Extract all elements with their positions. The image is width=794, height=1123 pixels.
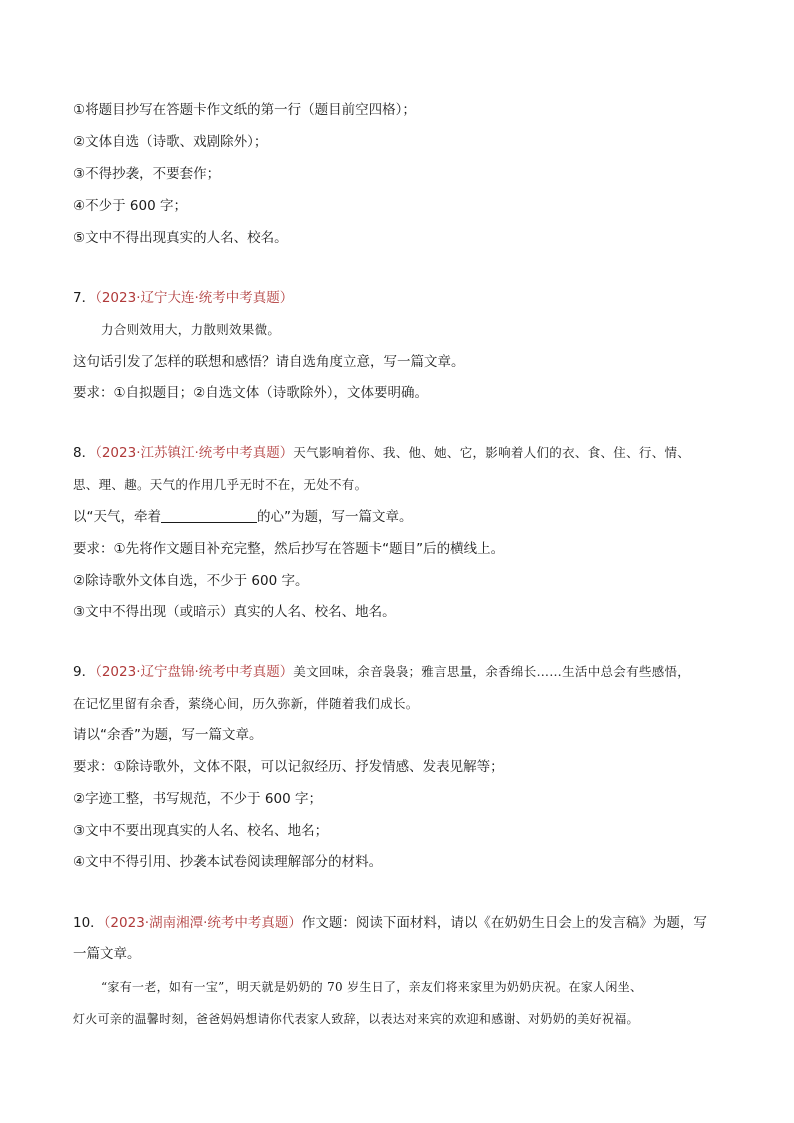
q8-title-blank [161,508,257,523]
q10-heading [73,914,707,932]
q9-prompt: 请以“余香”为题，写一篇文章。 [73,727,263,743]
q8-title-pre: 以“天气，牵着 [73,509,161,525]
q9-material-line-1: 美文回味，余音袅袅；雅言思量，余香绵长……生活中总会有些感悟， [293,664,691,679]
q9-source: （2023·辽宁盘锦·统考中考真题） [95,664,294,680]
q8-requirement-3: ③文中不得出现（或暗示）真实的人名、校名、地名。 [73,604,396,620]
q8-title-prompt [73,508,413,526]
q7-material: 力合则效用大，力散则效果微。 [101,322,281,337]
q10-number: 10． [73,915,104,931]
q8-source: （2023·江苏镇江·统考中考真题） [95,445,294,461]
q9-number: 9． [73,664,96,680]
q9-material-line-2: 在记忆里留有余香，萦绕心间，历久弥新，伴随着我们成长。 [73,696,419,711]
q10-material-line-2: 灯火可亲的温馨时刻，爸爸妈妈想请你代表家人致辞，以表达对来宾的欢迎和感谢、对奶奶的美好祝福。 [73,1012,639,1026]
q8-requirement-1: 要求：①先将作文题目补充完整，然后抄写在答题卡“题目”后的横线上。 [73,541,505,557]
q8-material-line-2: 思、理、趣。天气的作用几乎无时不在，无处不有。 [73,477,368,492]
q6-requirement-2: ②文体自选（诗歌、戏剧除外）； [73,134,268,150]
q6-requirement-4: ④不少于 600 字； [73,198,187,214]
q6-requirement-1: ①将题目抄写在答题卡作文纸的第一行（题目前空四格）； [73,102,416,118]
q10-intro-line-2: 一篇文章。 [73,946,141,962]
q9-requirement-1: 要求：①除诗歌外，文体不限，可以记叙经历、抒发情感、发表见解等； [73,759,504,775]
q10-source: （2023·湖南湘潭·统考中考真题） [103,915,302,931]
q7-source: （2023·辽宁大连·统考中考真题） [95,290,294,306]
q8-number: 8． [73,445,96,461]
q6-requirement-3: ③不得抄袭，不要套作； [73,166,221,182]
q7-heading [73,289,293,307]
q9-requirement-2: ②字迹工整，书写规范，不少于 600 字； [73,791,322,807]
q10-intro-line-1: 作文题：阅读下面材料，请以《在奶奶生日会上的发言稿》为题，写 [301,915,707,931]
q10-material-line-1: “家有一老，如有一宝”，明天就是奶奶的 70 岁生日了，亲友们将来家里为奶奶庆祝。在家人闲坐、 [101,980,643,994]
q7-number: 7． [73,290,96,306]
q8-material-line-1: 天气影响着你、我、他、她、它，影响着人们的衣、食、住、行、情、 [293,445,691,460]
q9-requirement-4: ④文中不得引用、抄袭本试卷阅读理解部分的材料。 [73,854,383,870]
q9-requirement-3: ③文中不要出现真实的人名、校名、地名； [73,823,329,839]
q7-prompt: 这句话引发了怎样的联想和感悟？请自选角度立意，写一篇文章。 [73,354,465,370]
q6-requirement-5: ⑤文中不得出现真实的人名、校名。 [73,230,288,246]
q8-heading [73,444,690,462]
q7-requirement: 要求：①自拟题目；②自选文体（诗歌除外），文体要明确。 [73,385,428,401]
q8-requirement-2: ②除诗歌外文体自选，不少于 600 字。 [73,573,309,589]
q9-heading [73,663,690,681]
q8-title-post: 的心”为题，写一篇文章。 [257,509,413,525]
